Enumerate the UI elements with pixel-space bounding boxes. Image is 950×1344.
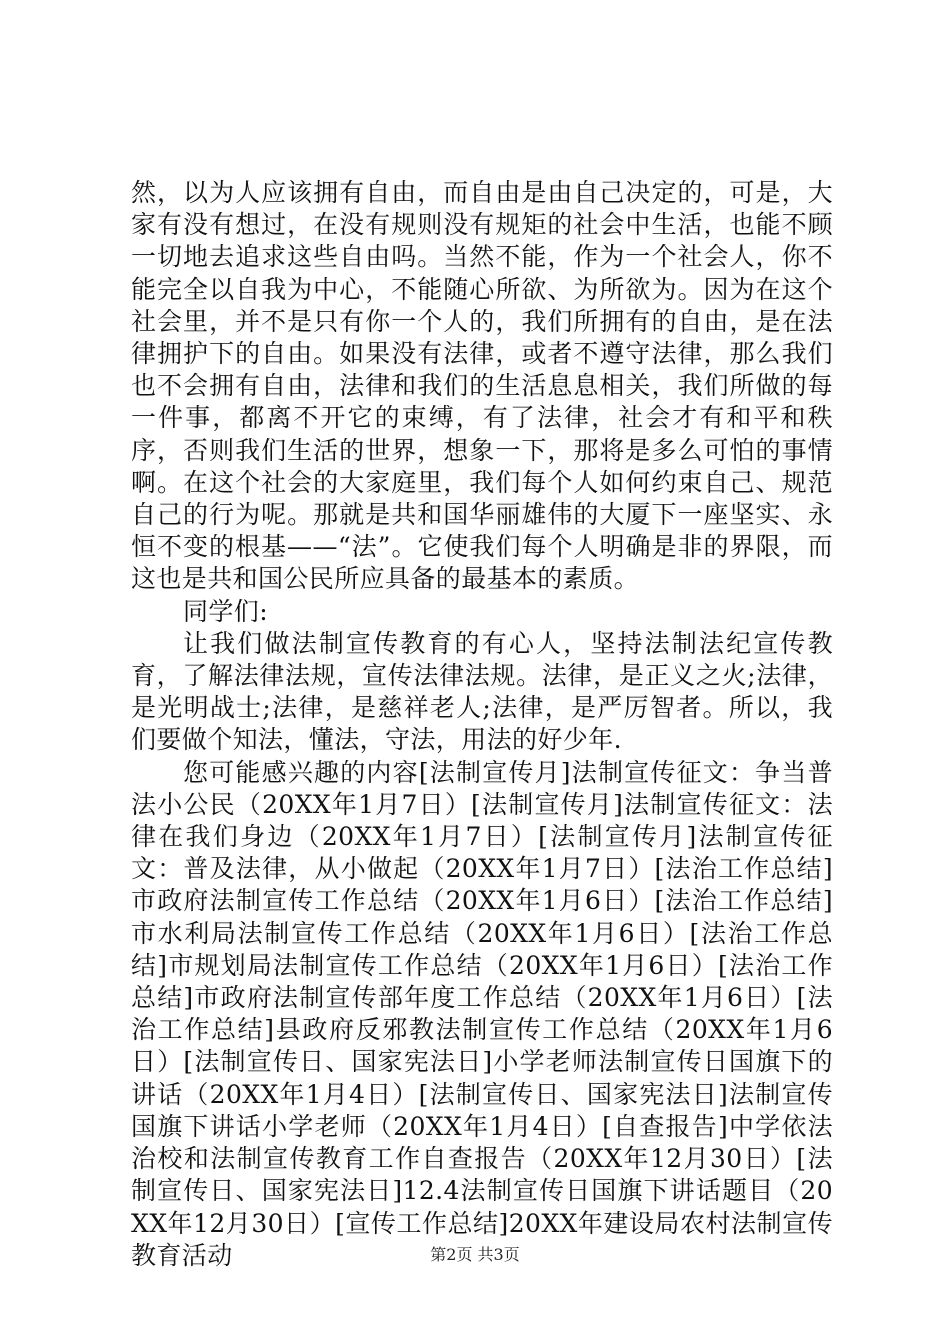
paragraph-related-content: 您可能感兴趣的内容[法制宣传月]法制宣传征文：争当普法小公民（20XX年1月7日）[法制宣传月]法制宣传征文：法律在我们身边（20XX年1月7日）[法制宣传月]法制宣传征文：普及法律，从小做起（20XX年1月7日）[法治工作总结]市政府法制宣传工作总结（20XX年1月6日）[法治工作总结]市水利局法制宣传工作总结（20XX年1月6日）[法治工作总结]市规划局法制宣传工作总结（20XX年1月6日）[法治工作总结]市政府法制宣传部年度工作总结（20XX年1月6日）[法治工作总结]县政府反邪教法制宣传工作总结（20XX年1月6日）[法制宣传日、国家宪法日]小学老师法制宣传日国旗下的讲话（20XX年1月4日）[法制宣传日、国家宪法日]法制宣传国旗下讲话小学老师（20XX年1月4日）[自查报告]中学依法治校和法制宣传教育工作自查报告（20XX年12月30日）[法制宣传日、国家宪法日]12.4法制宣传日国旗下讲话题目（20XX年12月30日）[宣传工作总结]20XX年建设局农村法制宣传教育活动	[131, 757, 833, 1270]
paragraph-freedom-and-law: 然，以为人应该拥有自由，而自由是由自己决定的，可是，大家有没有想过，在没有规则没有规矩的社会中生活，也能不顾一切地去追求这些自由吗。当然不能，作为一个社会人，你不能完全以自我为中心，不能随心所欲、为所欲为。因为在这个社会里，并不是只有你一个人的，我们所拥有的自由，是在法律拥护下的自由。如果没有法律，或者不遵守法律，那么我们也不会拥有自由，法律和我们的生活息息相关，我们所做的每一件事，都离不开它的束缚，有了法律，社会才有和平和秩序，否则我们生活的世界，想象一下，那将是多么可怕的事情啊。在这个社会的大家庭里，我们每个人如何约束自己、规范自己的行为呢。那就是共和国华丽雄伟的大厦下一座坚实、永恒不变的根基——“法”。它使我们每个人明确是非的界限，而这也是共和国公民所应具备的最基本的素质。	[131, 178, 833, 594]
document-body	[131, 177, 833, 1272]
paragraph-salutation: 同学们:	[183, 596, 269, 626]
page-number-footer: 第2页 共3页	[430, 1245, 520, 1264]
paragraph-call-to-action: 让我们做法制宣传教育的有心人，坚持法制法纪宣传教育，了解法律法规，宣传法律法规。法律，是正义之火;法律，是光明战士;法律，是慈祥老人;法律，是严厉智者。所以，我们要做个知法，懂法，守法，用法的好少年.	[131, 628, 833, 755]
